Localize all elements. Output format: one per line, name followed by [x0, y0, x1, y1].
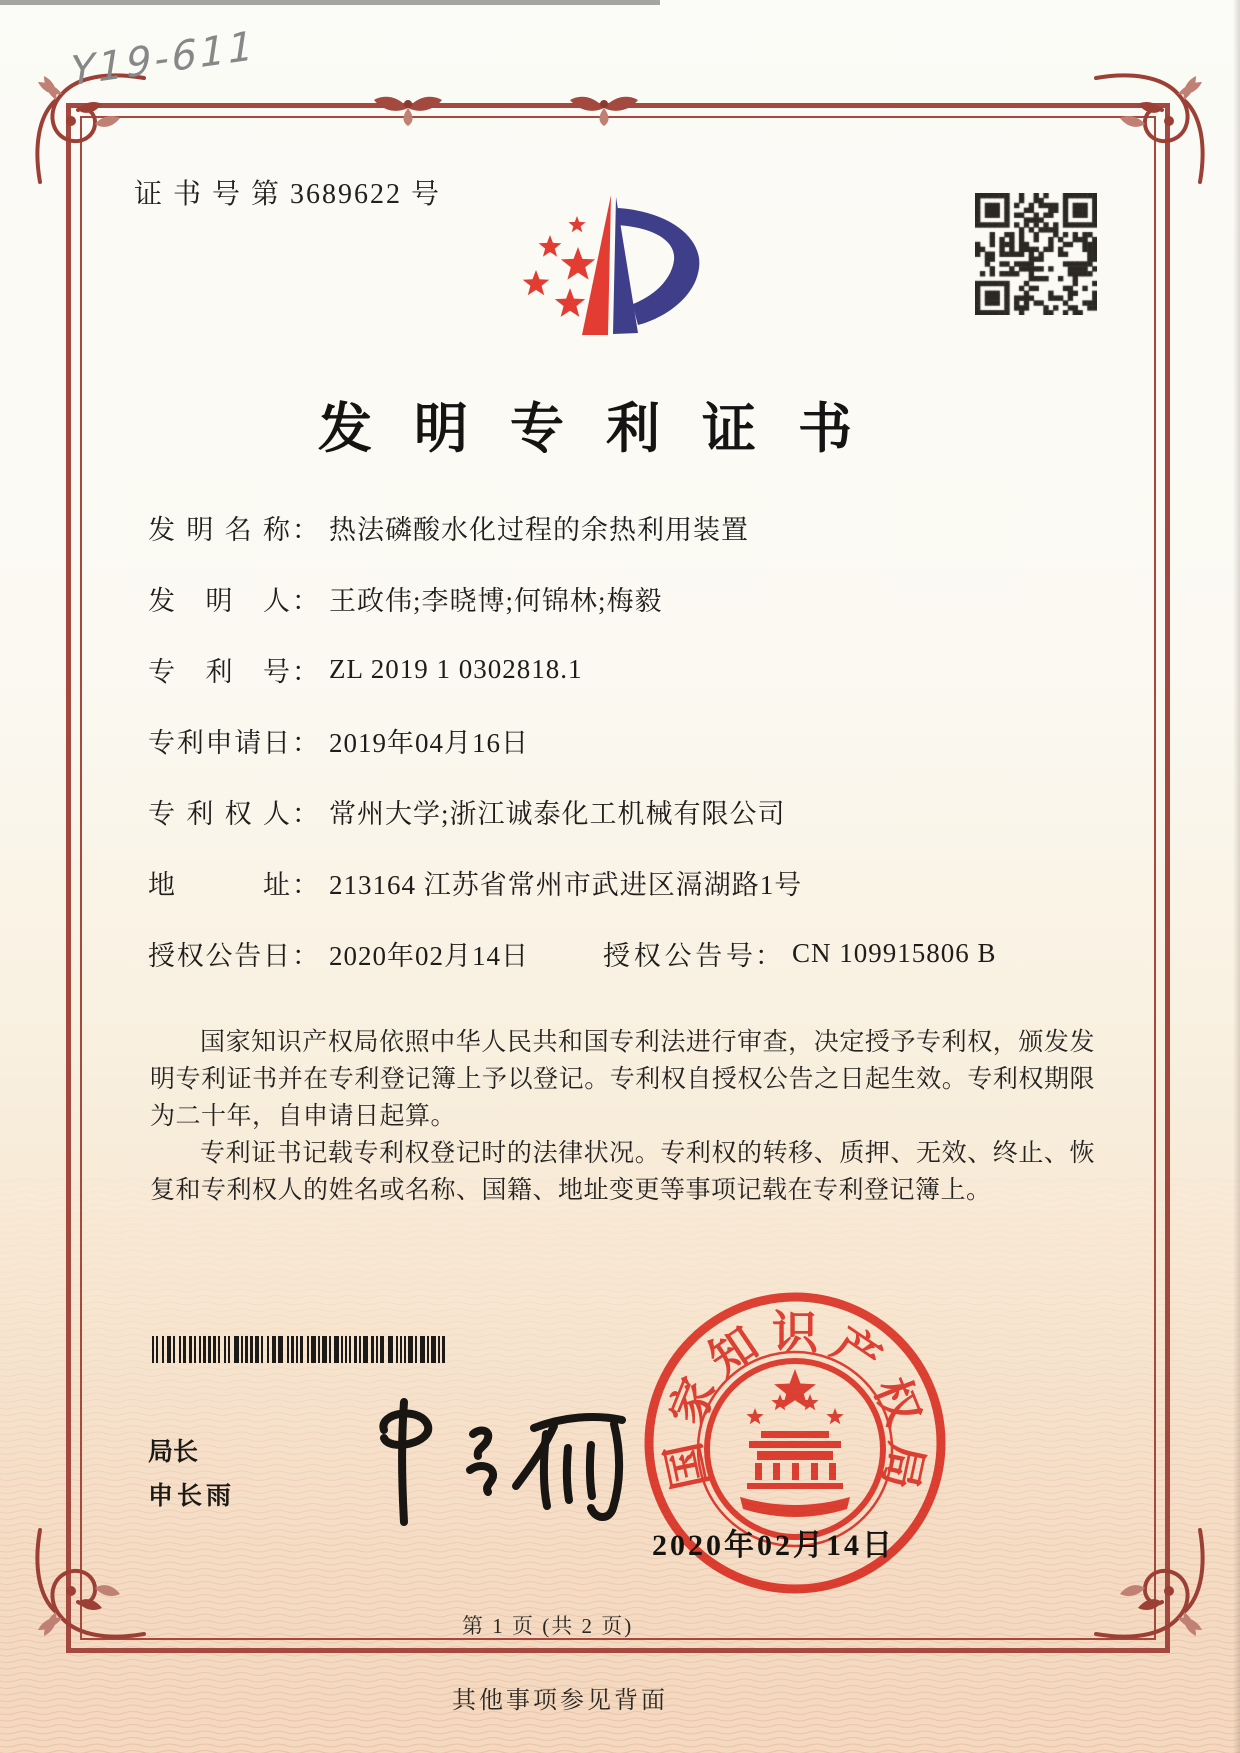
field-value: ZL 2019 1 0302818.1: [329, 654, 583, 684]
field-row-patent-number: [148, 634, 1108, 705]
field-colon: ：: [292, 515, 319, 545]
field-colon: ：: [292, 799, 319, 829]
field-colon: ：: [292, 870, 319, 900]
field-value: 热法磷酸水化过程的余热利用装置: [329, 515, 749, 545]
seal-emblem: [698, 1352, 892, 1546]
field-row-filing-date: [148, 705, 1108, 776]
seal-date: 2020年02月14日: [652, 1529, 895, 1562]
field-label: 发明名称: [148, 515, 290, 545]
back-note: 其他事项参见背面: [452, 1688, 668, 1714]
svg-text:权: 权: [864, 1370, 930, 1433]
field-label: 专利号: [148, 657, 290, 687]
field-colon: ：: [292, 728, 319, 758]
director-name: 申长雨: [148, 1482, 236, 1510]
svg-text:产: 产: [823, 1317, 890, 1386]
field-grant-number-group: [603, 918, 997, 989]
field-colon: ：: [755, 941, 782, 971]
handwritten-mark: Y19-611: [70, 22, 258, 96]
field-row-grant-date: [148, 918, 1108, 989]
scan-edge-shadow: [1233, 0, 1240, 1753]
top-border-ornament-right: [564, 88, 644, 128]
field-label: 发明人: [148, 586, 290, 616]
patent-office-logo: [432, 140, 732, 362]
logo-stars-icon: [523, 216, 595, 317]
page-number: 第 1 页 (共 2 页): [462, 1614, 634, 1638]
field-row-address: [148, 847, 1108, 918]
svg-text:识: 识: [772, 1307, 818, 1359]
legal-text-block: [150, 1024, 1095, 1209]
legal-paragraph: 国家知识产权局依照中华人民共和国专利法进行审查，决定授予专利权，颁发发明专利证书并在专利登记簿上予以登记。专利权自授权公告之日起生效。专利权期限为二十年，自申请日起算。: [150, 1029, 1095, 1130]
field-value: CN 109915806 B: [792, 938, 997, 968]
certificate-number: 证 书 号 第 3689622 号: [134, 179, 442, 210]
field-row-inventors: [148, 563, 1108, 634]
svg-text:家: 家: [660, 1370, 726, 1433]
qr-code: [975, 193, 1097, 315]
svg-text:局: 局: [872, 1438, 933, 1494]
field-value: 2020年02月14日: [329, 941, 529, 971]
director-title: 局长: [148, 1438, 199, 1466]
field-label: 地址: [148, 870, 290, 900]
legal-paragraph: 专利证书记载专利权登记时的法律状况。专利权的转移、质押、无效、终止、恢复和专利权人的姓名或名称、国籍、地址变更等事项记载在专利登记簿上。: [150, 1140, 1095, 1204]
field-value: 2019年04月16日: [329, 728, 529, 758]
field-colon: ：: [292, 941, 319, 971]
field-list: [148, 492, 1108, 989]
director-signature: [338, 1390, 648, 1540]
field-label: 授权公告日: [148, 941, 290, 971]
svg-text:国: 国: [657, 1438, 718, 1494]
field-colon: ：: [292, 657, 319, 687]
field-label: 专利权人: [148, 799, 290, 829]
field-label: 授权公告号: [603, 941, 753, 971]
document-title: 发明专利证书: [318, 399, 894, 459]
top-border-ornament-left: [368, 88, 448, 128]
field-row-invention-name: [148, 492, 1108, 563]
barcode: [152, 1336, 450, 1363]
field-label: 专利申请日: [148, 728, 290, 758]
field-colon: ：: [292, 586, 319, 616]
svg-text:知: 知: [700, 1317, 767, 1386]
field-row-patentee: [148, 776, 1108, 847]
field-value: 213164 江苏省常州市武进区滆湖路1号: [329, 870, 803, 900]
field-value: 王政伟;李晓博;何锦林;梅毅: [329, 586, 663, 616]
corner-flourish-top-right: [1094, 64, 1214, 184]
scan-edge-artifact: [0, 0, 660, 5]
field-value: 常州大学;浙江诚泰化工机械有限公司: [329, 799, 786, 829]
corner-flourish-bottom-right: [1094, 1528, 1214, 1648]
corner-flourish-bottom-left: [26, 1528, 146, 1648]
